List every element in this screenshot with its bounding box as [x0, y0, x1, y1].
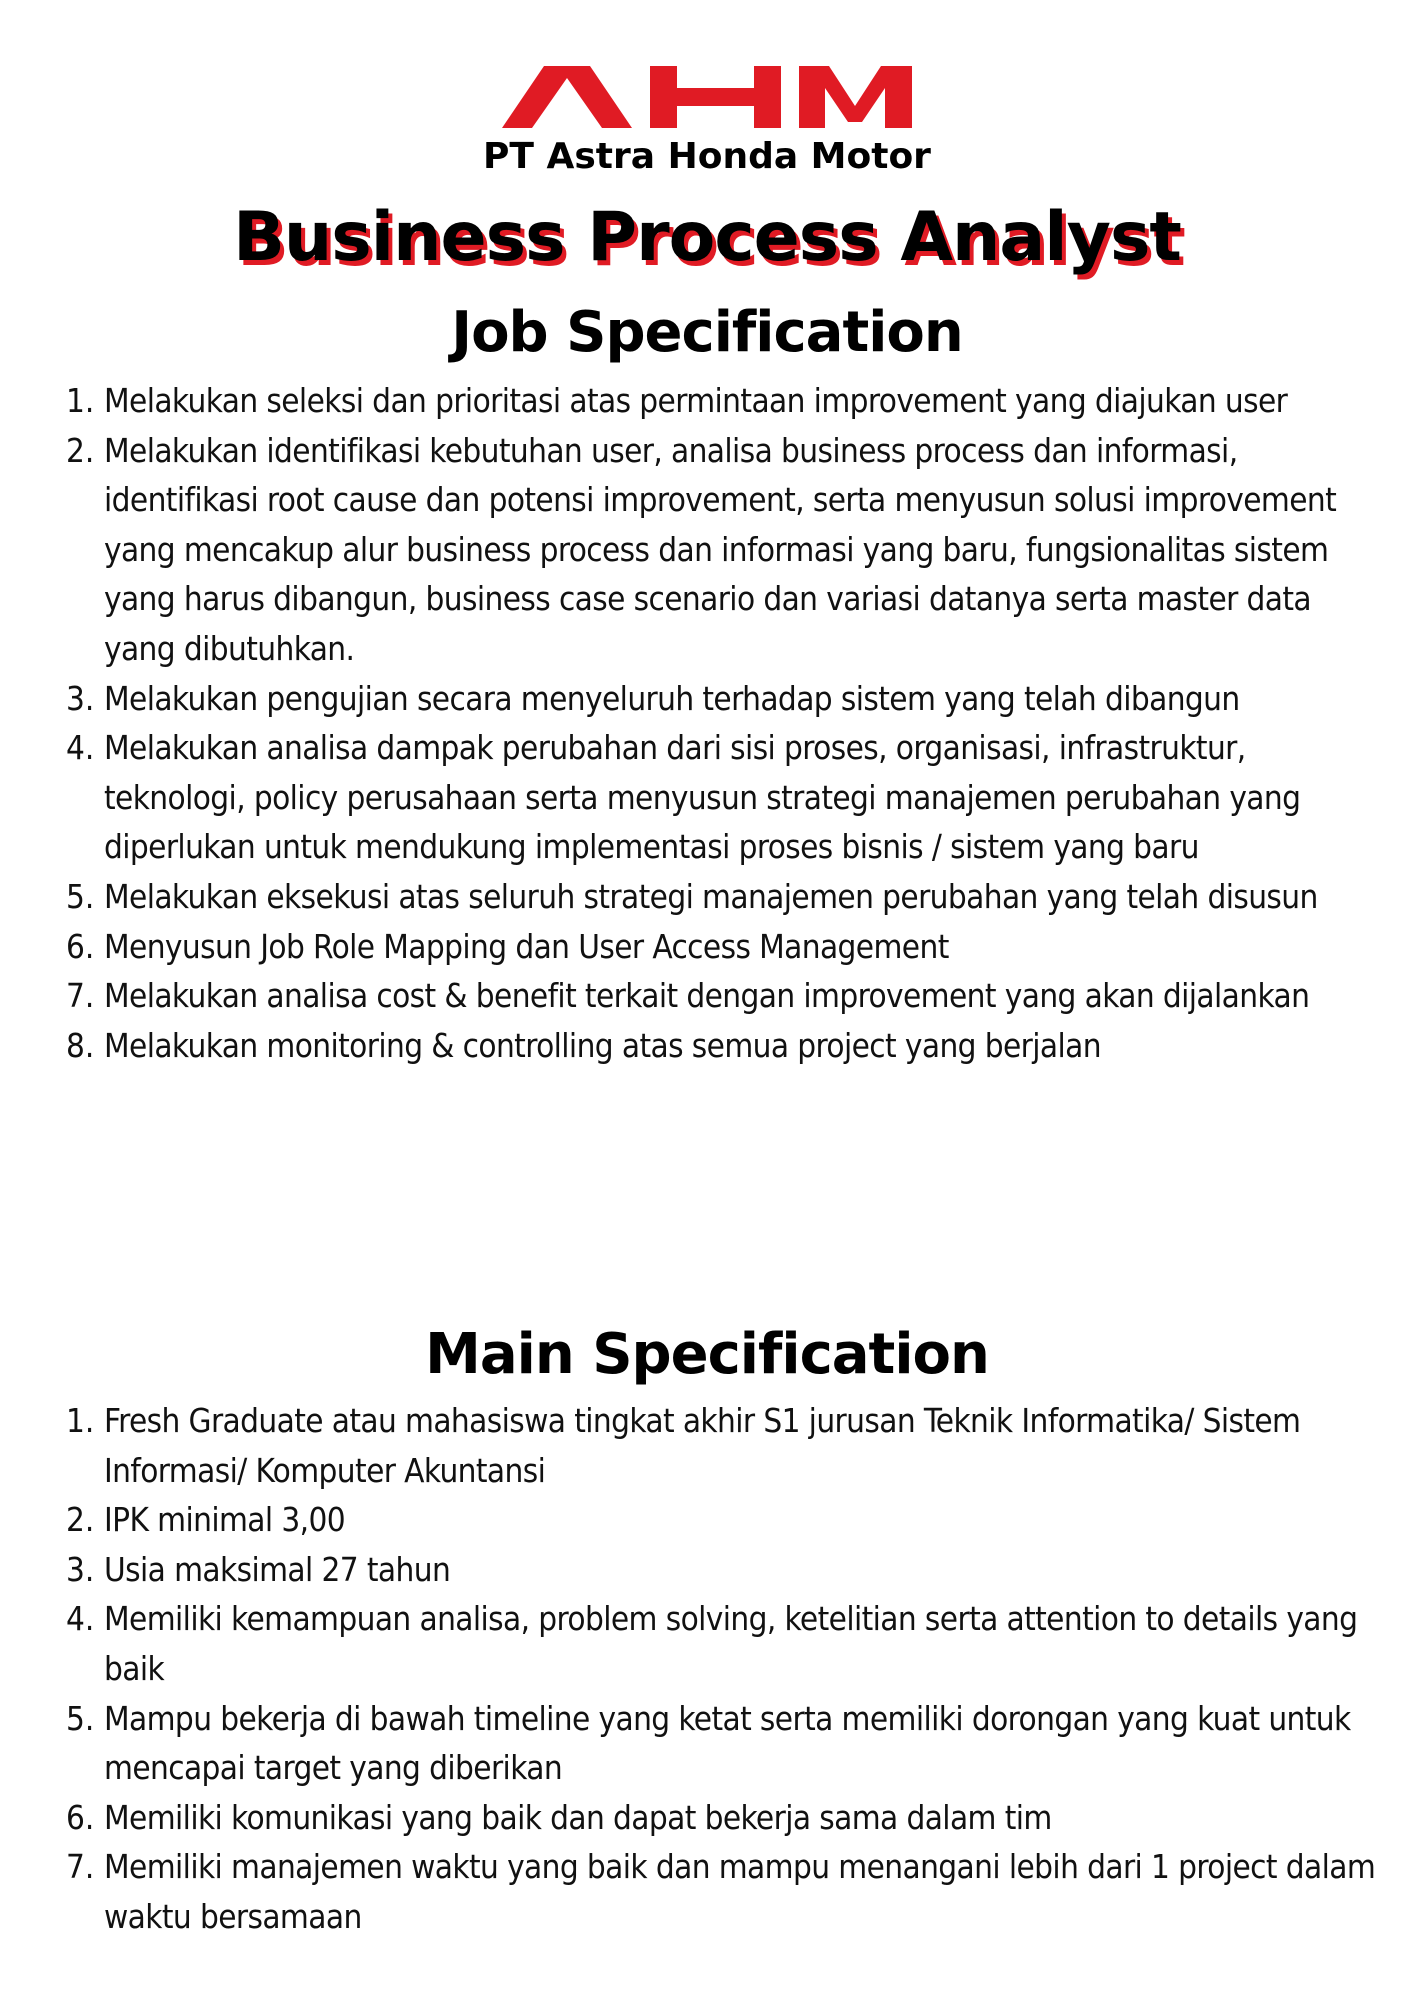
item-text: Memiliki komunikasi yang baik dan dapat bekerja sama dalam tim — [104, 1797, 1052, 1837]
item-text: Mampu bekerja di bawah timeline yang ketat serta memiliki dorongan yang kuat untuk mencapai target yang diberikan — [104, 1698, 1351, 1788]
list-item — [66, 723, 1386, 872]
company-name: PT Astra Honda Motor — [483, 136, 931, 177]
item-text: Menyusun Job Role Mapping dan User Access Management — [104, 926, 949, 966]
ahm-logo-icon — [502, 66, 912, 128]
list-item — [66, 1793, 1386, 1843]
item-text: Melakukan pengujian secara menyeluruh terhadap sistem yang telah dibangun — [104, 678, 1240, 718]
item-text: Melakukan analisa dampak perubahan dari sisi proses, organisasi, infrastruktur, teknologi, policy perusahaan serta menyusun strategi manajemen perubahan yang diperlukan untuk mendukung implementasi proses bisnis / sistem yang baru — [104, 728, 1301, 867]
item-text: Fresh Graduate atau mahasiswa tingkat akhir S1 jurusan Teknik Informatika/ Sistem Informasi/ Komputer Akuntansi — [104, 1401, 1301, 1490]
item-number: 5. — [66, 1698, 95, 1738]
item-text: Memiliki kemampuan analisa, problem solving, ketelitian serta attention to details yang baik — [104, 1599, 1358, 1688]
main-specification-heading: Main Specification — [425, 1322, 989, 1387]
item-number: 7. — [66, 976, 95, 1016]
list-item — [66, 674, 1386, 724]
item-number: 3. — [66, 678, 95, 718]
list-item — [66, 872, 1386, 922]
item-number: 8. — [66, 1025, 95, 1065]
item-number: 4. — [66, 1599, 95, 1639]
item-text: Melakukan seleksi dan prioritasi atas permintaan improvement yang diajukan user — [104, 381, 1288, 420]
item-text: Melakukan identifikasi kebutuhan user, analisa business process dan informasi, identifikasi root cause dan potensi improvement, serta menyusun solusi improvement yang mencakup alur business process dan informasi yang baru, fungsionalitas sistem yang harus dibangun, business case scenario dan variasi datanya serta master data yang dibutuhkan. — [104, 430, 1337, 668]
item-number: 1. — [66, 1401, 95, 1440]
list-item — [66, 1021, 1386, 1071]
ahm-logo — [0, 66, 1414, 136]
item-number: 6. — [66, 1797, 95, 1837]
item-number: 5. — [66, 876, 95, 916]
item-number: 7. — [66, 1847, 95, 1887]
list-item — [66, 922, 1386, 972]
item-text: IPK minimal 3,00 — [104, 1500, 346, 1540]
item-number: 2. — [66, 430, 95, 470]
item-text: Memiliki manajemen waktu yang baik dan mampu menangani lebih dari 1 project dalam waktu bersamaan — [104, 1847, 1376, 1936]
item-text: Usia maksimal 27 tahun — [104, 1549, 451, 1589]
job-title: Business Process Analyst — [233, 198, 1181, 277]
item-number: 2. — [66, 1500, 95, 1540]
item-number: 3. — [66, 1549, 95, 1589]
list-item — [66, 1495, 1386, 1545]
item-text: Melakukan analisa cost & benefit terkait dengan improvement yang akan dijalankan — [104, 976, 1310, 1016]
list-item — [66, 1545, 1386, 1595]
list-item — [66, 1594, 1386, 1693]
item-text: Melakukan monitoring & controlling atas semua project yang berjalan — [104, 1025, 1101, 1065]
item-text: Melakukan eksekusi atas seluruh strategi manajemen perubahan yang telah disusun — [104, 876, 1318, 916]
list-item — [66, 971, 1386, 1021]
item-number: 4. — [66, 728, 95, 768]
item-number: 6. — [66, 926, 95, 966]
list-item — [66, 426, 1386, 674]
main-specification-list — [66, 1396, 1386, 1942]
item-number: 1. — [66, 381, 95, 420]
job-specification-heading: Job Specification — [451, 300, 963, 365]
list-item — [66, 1396, 1386, 1495]
list-item — [66, 1694, 1386, 1793]
job-specification-list — [66, 376, 1386, 1070]
list-item — [66, 1842, 1386, 1941]
list-item — [66, 376, 1386, 426]
